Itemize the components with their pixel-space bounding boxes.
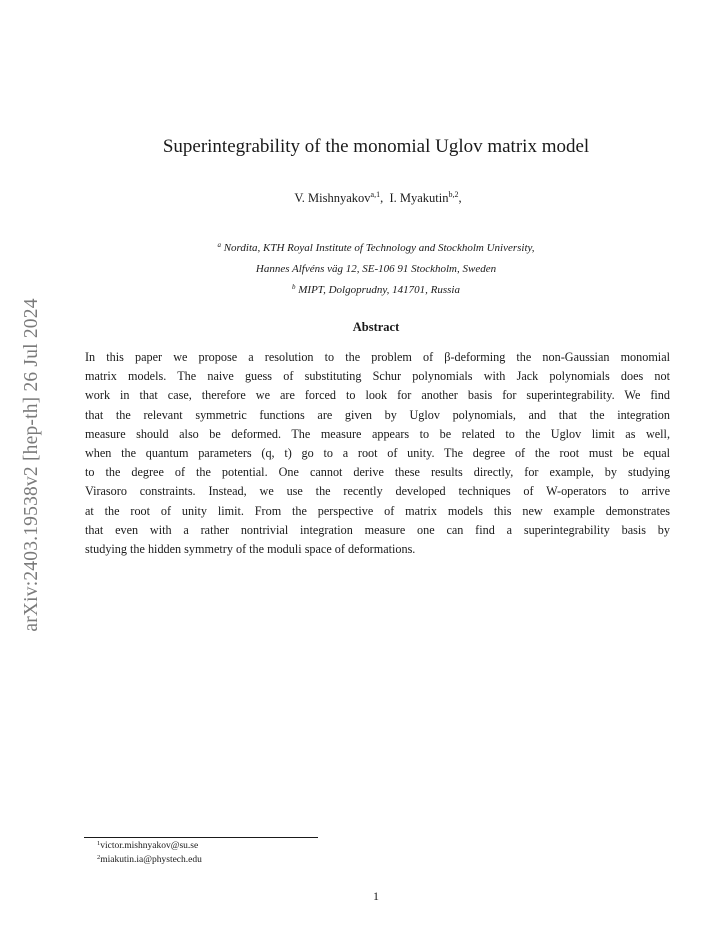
- abstract-line: when the quantum parameters (q, t) go to a root of unity. The degree of the root must be equal: [85, 445, 670, 460]
- author-list: V. Mishnyakov$^{a,1}$, I. Myakutin$^{b,2}$,: [294, 190, 462, 205]
- footnote-1: [97, 841, 198, 851]
- footnote-2: [97, 855, 202, 865]
- arxiv-identifier-stamp: arXiv:2403.19538v2 [hep-th] 26 Jul 2024: [21, 298, 42, 632]
- paper-title: Superintegrability of the monomial Uglov matrix model: [162, 136, 590, 157]
- author-affiliation-marker: a,1: [370, 190, 381, 199]
- abstract-line: Virasoro constraints. Instead, we use the recently developed techniques of W-operators to arrive: [85, 484, 670, 499]
- footnote-marker: 1: [97, 840, 101, 847]
- abstract-line: work in that case, therefore we are forced to look for another basis for superintegrability. We find: [85, 388, 670, 403]
- affiliation-marker: a: [217, 241, 221, 249]
- footnote-email-link[interactable]: miakutin.ia@phystech.edu: [100, 855, 202, 865]
- affiliation-marker: b: [292, 283, 296, 291]
- footnote-email-link[interactable]: victor.mishnyakov@su.se: [100, 841, 199, 851]
- author-name: V. Mishnyakov: [294, 191, 371, 205]
- abstract-line: matrix models. The naive guess of substituting Schur polynomials with Jack polynomials does not: [85, 369, 670, 384]
- abstract-heading: Abstract: [352, 320, 400, 334]
- footnote-divider: [84, 837, 318, 838]
- author-affiliation-marker: b,2: [448, 190, 459, 199]
- abstract-line: at the root of unity limit. From the perspective of matrix models this new example demonstrates: [85, 503, 670, 518]
- abstract-line: studying the hidden symmetry of the moduli space of deformations.: [85, 541, 416, 556]
- page-number: 1: [373, 889, 379, 903]
- author-name: I. Myakutin: [389, 191, 449, 205]
- abstract-body: [85, 348, 670, 559]
- affiliation-a-line-2: Hannes Alfvéns väg 12, SE-106 91 Stockholm, Sweden: [255, 263, 497, 275]
- abstract-line: In this paper we propose a resolution to the problem of β-deforming the non-Gaussian monomial: [85, 350, 670, 364]
- affiliation-b-line-1: $^b$ MIPT, Dolgoprudny, 141701, Russia: [292, 283, 460, 296]
- abstract-line: measure should also be deformed. The measure appears to be related to the Uglov limit as well,: [85, 426, 670, 441]
- footnote-marker: 2: [97, 854, 101, 861]
- abstract-line: that the relevant symmetric functions are given by Uglov polynomials, and that the integration: [85, 407, 670, 422]
- abstract-line: that even with a rather nontrivial integration measure one can find a superintegrability basis by: [85, 522, 670, 537]
- affiliation-a-line-1: $^a$ Nordita, KTH Royal Institute of Technology and Stockholm University,: [217, 241, 535, 254]
- abstract-line: to the degree of the potential. One cannot derive these results directly, for example, by studying: [85, 465, 670, 480]
